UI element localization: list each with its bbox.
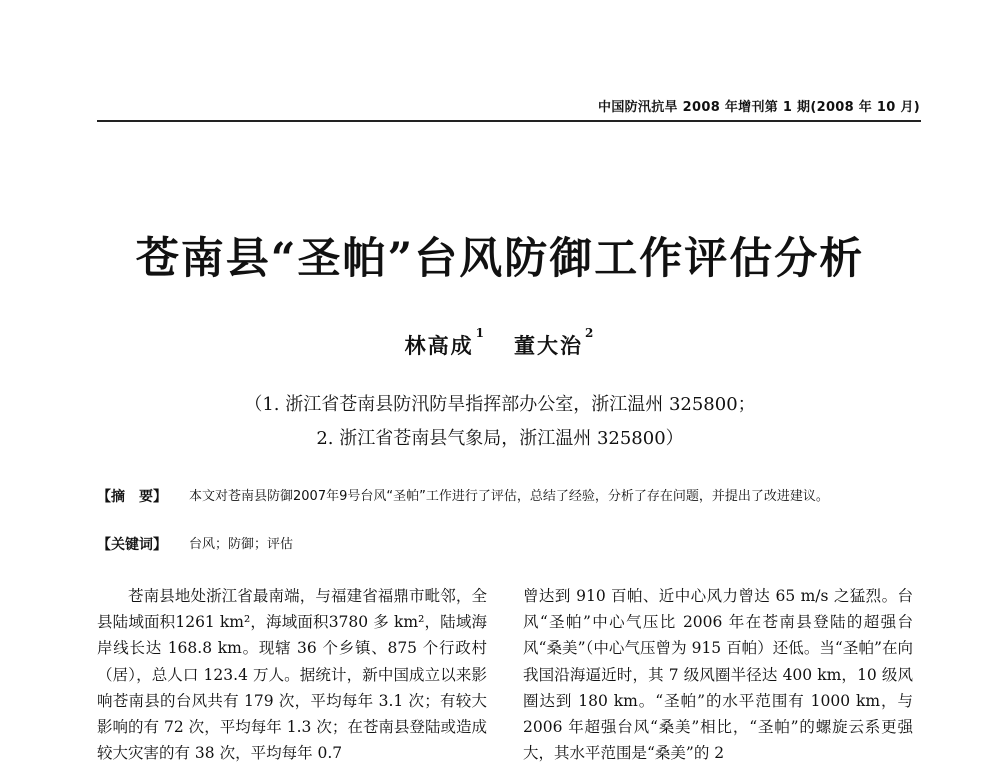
abstract-text: 本文对苍南县防御2007年9号台风“圣帕”工作进行了评估，总结了经验，分析了存在问题，并提出了改进建议。 <box>189 489 829 504</box>
abstract-label: 【摘 要】 <box>97 489 167 505</box>
author-1: 林高成 <box>404 333 474 358</box>
author-line <box>0 326 1000 360</box>
keywords-label: 【关键词】 <box>97 537 167 553</box>
paper-title: 苍南县“圣帕”台风防御工作评估分析 <box>135 234 865 284</box>
affiliation-2: 2. 浙江省苍南县气象局，浙江温州 325800） <box>316 428 684 449</box>
journal-header: 中国防汛抗旱 2008 年增刊第 1 期(2008 年 10 月) <box>598 100 920 115</box>
body-right-column <box>523 583 913 766</box>
body-paragraph: 苍南县地处浙江省最南端，与福建省福鼎市毗邻，全县陆域面积1261 km²，海域面积3780 多 km²，陆域海岸线长达 168.8 km。现辖 36 个乡镇、875 个行政村（居），总人口 123.4 万人。据统计，新中国成立以来影响苍南县的台风共有 179 次，平均每年 3.1 次；有较大影响的有 72 次，平均每年 1.3 次；在苍南县登陆或造成较大灾害的有 38 次，平均每年 0.7 <box>97 587 487 763</box>
body-left-column <box>97 583 487 766</box>
header-rule <box>97 120 921 122</box>
body-paragraph-continued: 曾达到 910 百帕、近中心风力曾达 65 m/s 之猛烈。台风“圣帕”中心气压比 2006 年在苍南县登陆的超强台风“桑美”（中心气压曾为 915 百帕）还低。当“圣帕”在向我国沿海逼近时，其 7 级风圈半径达 400 km，10 级风圈达到 180 km。“圣帕”的水平范围有 1000 km，与 2006 年超强台风“桑美”相比，“圣帕”的螺旋云系更强大，其水平范围是“桑美”的 2 <box>523 587 913 763</box>
affiliation-1: （1. 浙江省苍南县防汛防旱指挥部办公室，浙江温州 325800； <box>244 394 756 415</box>
author-1-affil-mark: 1 <box>475 326 486 340</box>
author-2: 董大治 <box>514 333 583 358</box>
author-2-affil-mark: 2 <box>585 326 596 340</box>
keywords-text: 台风；防御；评估 <box>189 537 294 552</box>
